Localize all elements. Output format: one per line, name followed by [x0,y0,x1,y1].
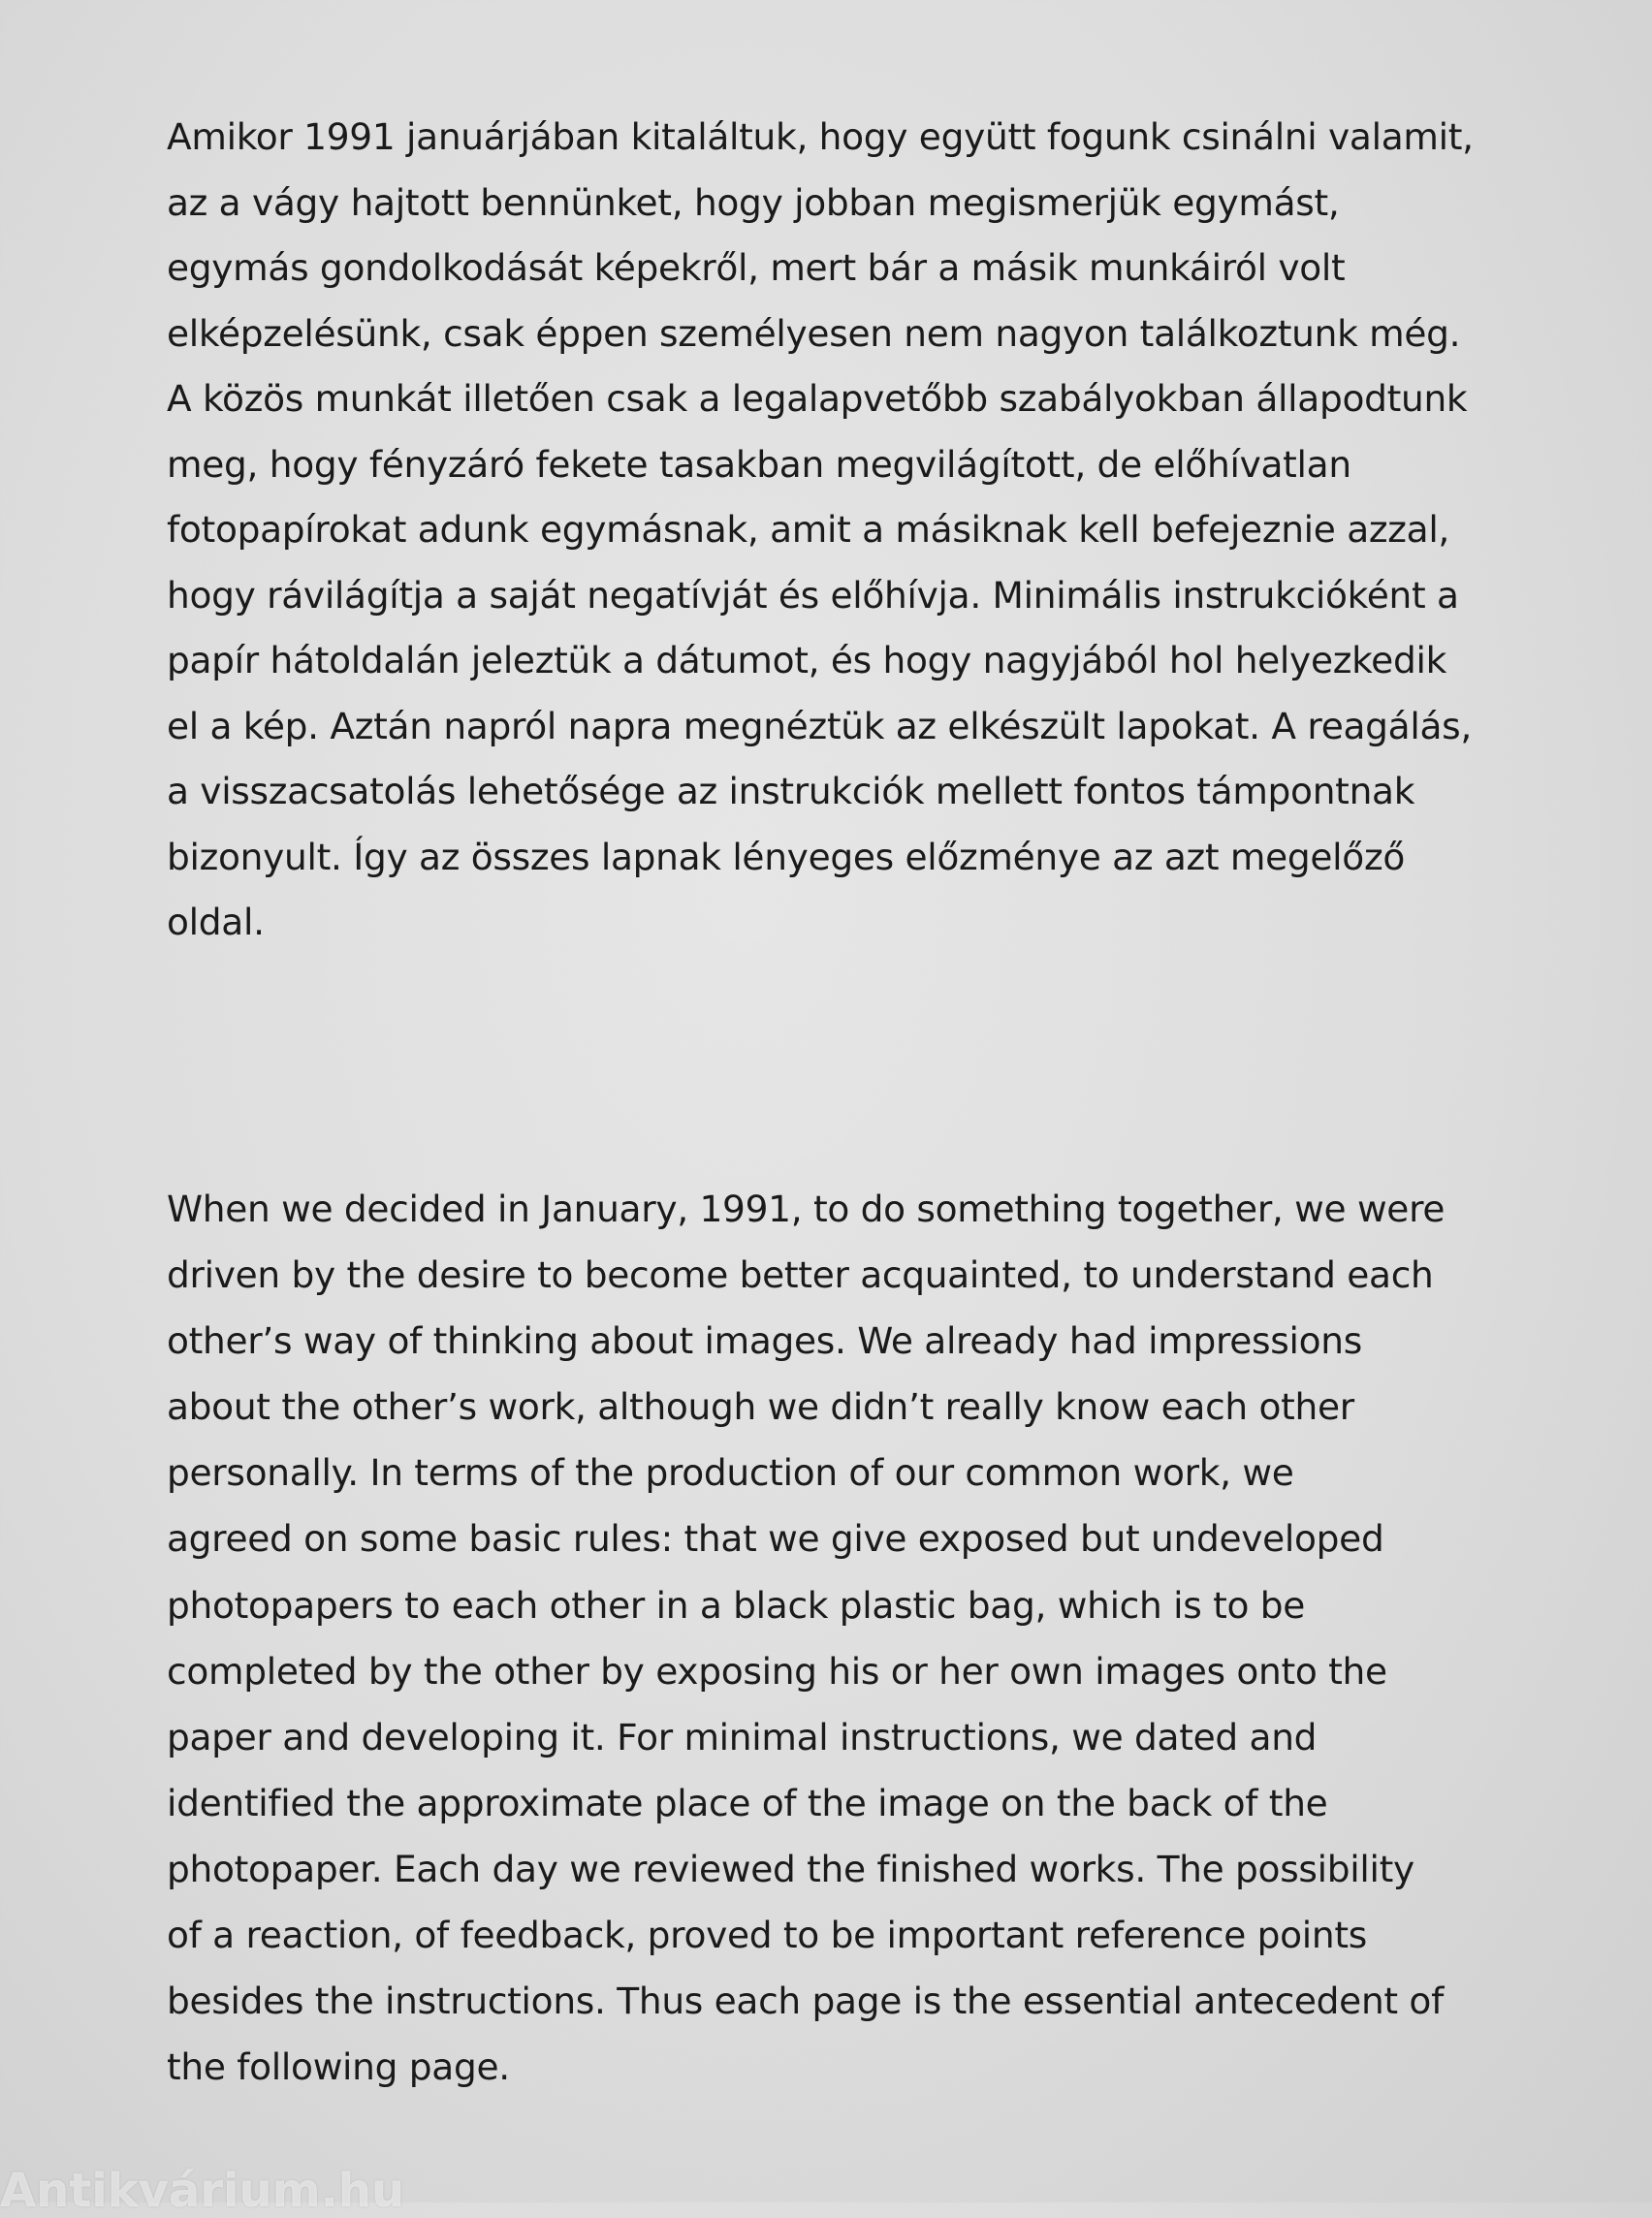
text-line: el a kép. Aztán napról napra megnéztük az elkészült lapokat. A reagálás, [167,704,1472,747]
text-line: a visszacsatolás lehetősége az instrukciók mellett fontos támpontnak [167,770,1415,812]
text-line: the following page. [167,2045,510,2089]
text-line: paper and developing it. For minimal instructions, we dated and [167,1715,1318,1759]
text-line: besides the instructions. Thus each page is the essential antecedent of [167,1980,1444,2023]
watermark-logo: Antikvárium.hu [0,2164,405,2218]
text-line: fotopapírokat adunk egymásnak, amit a másiknak kell befejeznie azzal, [167,508,1450,551]
text-line: When we decided in January, 1991, to do something together, we were [167,1188,1446,1230]
text-line: personally. In terms of the production of our common work, we [167,1451,1294,1495]
text-line: bizonyult. Így az összes lapnak lényeges előzménye az azt megelőző [167,835,1405,878]
text-line: of a reaction, of feedback, proved to be important reference points [167,1914,1368,1957]
text-line: about the other’s work, although we didn’t really know each other [167,1385,1354,1429]
english-paragraph [167,1176,1524,2100]
text-line: photopaper. Each day we reviewed the finished works. The possibility [167,1847,1414,1890]
text-line: photopapers to each other in a black plastic bag, which is to be [167,1583,1306,1627]
text-line: papír hátoldalán jeleztük a dátumot, és hogy nagyjából hol helyezkedik [167,639,1446,681]
text-line: meg, hogy fényzáró fekete tasakban megvilágított, de előhívatlan [167,442,1351,486]
text-line: completed by the other by exposing his or her own images onto the [167,1649,1387,1693]
text-line: A közös munkát illetően csak a legalapvetőbb szabályokban állapodtunk [167,377,1468,420]
text-line: hogy rávilágítja a saját negatívját és előhívja. Minimális instrukcióként a [167,573,1459,617]
text-line: oldal. [167,901,265,943]
text-line: elképzelésünk, csak éppen személyesen nem nagyon találkoztunk még. [167,311,1461,355]
text-line: identified the approximate place of the image on the back of the [167,1781,1328,1824]
hungarian-paragraph [167,105,1524,956]
text-line: egymás gondolkodását képekről, mert bár a másik munkáiról volt [167,246,1346,289]
text-line: driven by the desire to become better acquainted, to understand each [167,1253,1434,1297]
text-line: az a vágy hajtott bennünket, hogy jobban megismerjük egymást, [167,180,1340,224]
text-line: Amikor 1991 januárjában kitaláltuk, hogy együtt fogunk csinálni valamit, [167,115,1474,158]
text-line: agreed on some basic rules: that we give exposed but undeveloped [167,1517,1384,1561]
text-line: other’s way of thinking about images. We already had impressions [167,1319,1362,1363]
